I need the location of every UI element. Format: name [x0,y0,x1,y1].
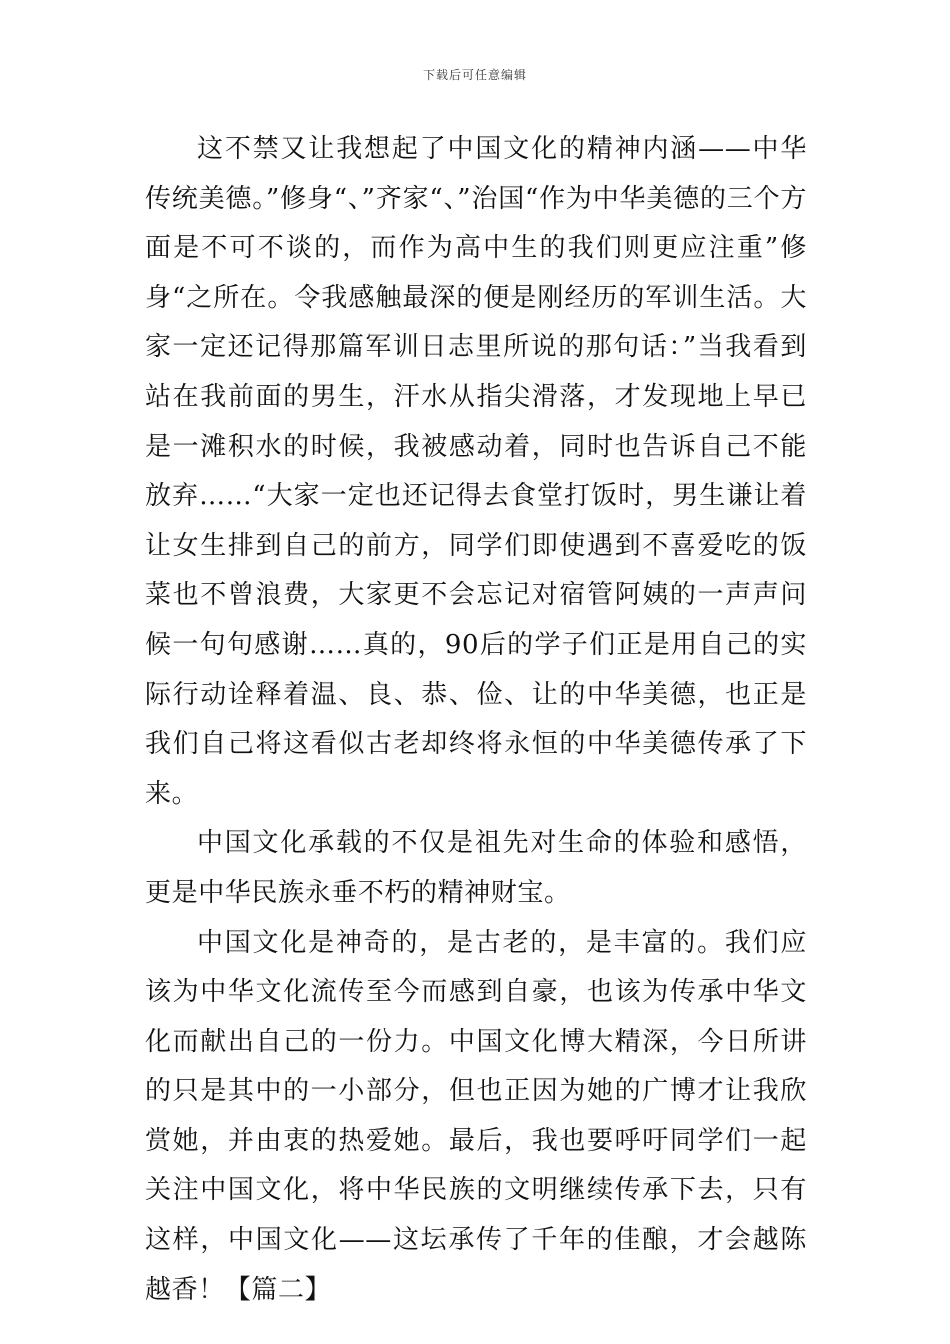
paragraph-3: 中国文化是神奇的，是古老的，是丰富的。我们应该为中华文化流传至今而感到自豪，也该为传承中华文化而献出自己的一份力。中国文化博大精深，今日所讲的只是其中的一小部分，但也正因为她的广博才让我欣赏她，并由衷的热爱她。最后，我也要呼吁同学们一起关注中国文化，将中华民族的文明继续传承下去，只有这样，中国文化——这坛承传了千年的佳酿，才会越陈越香！【篇二】 [145,927,807,1305]
page-header: 下载后可任意编辑 [422,68,527,82]
document-body [145,125,807,1315]
paragraph-2: 中国文化承载的不仅是祖先对生命的体验和感悟，更是中华民族永垂不朽的精神财宝。 [145,828,807,908]
paragraph-1: 这不禁又让我想起了中国文化的精神内涵——中华传统美德。”修身“、”齐家“、”治国“作为中华美德的三个方面是不可不谈的，而作为高中生的我们则更应注重”修身“之所在。令我感触最深的便是刚经历的军训生活。大家一定还记得那篇军训日志里所说的那句话：”当我看到站在我前面的男生，汗水从指尖滑落，才发现地上早已是一滩积水的时候，我被感动着，同时也告诉自己不能放弃……“大家一定也还记得去食堂打饭时，男生谦让着让女生排到自己的前方，同学们即使遇到不喜爱吃的饭菜也不曾浪费，大家更不会忘记对宿管阿姨的一声声问候一句句感谢……真的，90后的学子们正是用自己的实际行动诠释着温、良、恭、俭、让的中华美德，也正是我们自己将这看似古老却终将永恒的中华美德传承了下来。 [145,134,807,809]
